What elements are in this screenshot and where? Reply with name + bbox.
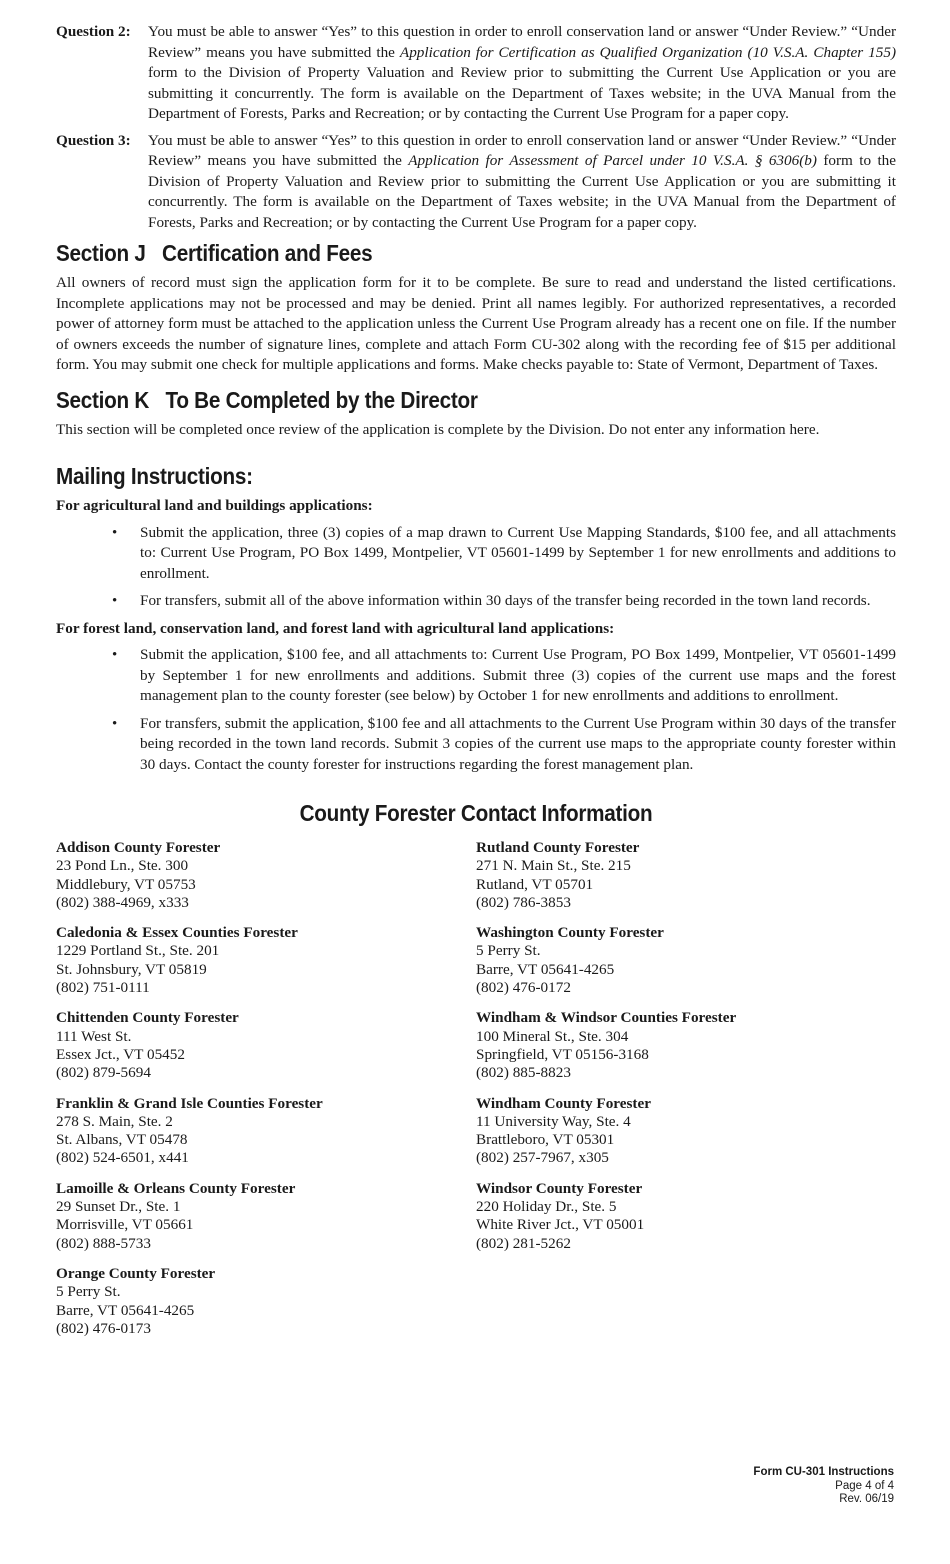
forest-subheading: For forest land, conservation land, and forest land with agricultural land applications: xyxy=(56,619,615,637)
forester-phone: (802) 388-4969, x333 xyxy=(56,893,189,911)
forester-name: Washington County Forester xyxy=(476,924,664,942)
forester-city: Morrisville, VT 05661 xyxy=(56,1216,194,1234)
forester-name: Chittenden County Forester xyxy=(56,1009,239,1027)
forester-name: Windsor County Forester xyxy=(476,1179,643,1197)
forester-street: 5 Perry St. xyxy=(56,1283,121,1301)
section-k-heading: Section K To Be Completed by the Director xyxy=(56,386,478,413)
forester-street: 111 West St. xyxy=(56,1027,132,1045)
question-text-part: You must be able to answer “Yes” to this question in order to enroll conservation land or answer “Under Review.” “Under Review” means you have submitted the xyxy=(148,131,896,169)
forester-contact xyxy=(56,1009,476,1082)
forester-contact xyxy=(476,1180,896,1253)
forester-phone: (802) 476-0172 xyxy=(476,979,571,997)
forester-city: St. Albans, VT 05478 xyxy=(56,1131,188,1149)
forester-street: 220 Holiday Dr., Ste. 5 xyxy=(476,1198,617,1216)
forester-contacts xyxy=(56,839,896,1350)
question-label: Question 2: xyxy=(56,23,131,40)
forester-contact xyxy=(56,924,476,997)
forester-name: Windham County Forester xyxy=(476,1094,651,1112)
forester-phone: (802) 257-7967, x305 xyxy=(476,1149,609,1167)
section-j-heading: Section J Certification and Fees xyxy=(56,240,373,266)
mailing-instructions-heading: Mailing Instructions: xyxy=(56,463,253,489)
agricultural-subheading: For agricultural land and buildings applications: xyxy=(56,497,373,514)
list-item-text: Submit the application, three (3) copies of a map drawn to Current Use Mapping Standards, $100 fee, and all attachments to: Current Use Program, PO Box 1499, Montpelier, VT 05601-1499 by September 1 for new enrollments and additions to enrollment. xyxy=(140,523,896,582)
forester-contact xyxy=(56,1265,476,1338)
forester-city: St. Johnsbury, VT 05819 xyxy=(56,960,207,978)
form-title-italic: Application for Certification as Qualified Organization (10 V.S.A. Chapter 155) xyxy=(399,43,896,61)
forester-name: Addison County Forester xyxy=(56,839,221,856)
bullet-icon: • xyxy=(112,715,118,732)
forester-city: Middlebury, VT 05753 xyxy=(56,875,196,893)
forester-contact xyxy=(56,1095,476,1168)
list-item-text: For transfers, submit all of the above information within 30 days of the transfer being recorded in the town land records. xyxy=(140,592,871,609)
list-item xyxy=(112,523,896,585)
forester-phone: (802) 879-5694 xyxy=(56,1064,151,1082)
list-item xyxy=(112,591,896,612)
forester-street: 1229 Portland St., Ste. 201 xyxy=(56,942,220,960)
question-label: Question 3: xyxy=(56,131,131,149)
forester-contact xyxy=(56,839,476,912)
forester-name: Franklin & Grand Isle Counties Forester xyxy=(56,1094,323,1112)
forester-phone: (802) 786-3853 xyxy=(476,893,571,911)
forester-city: Essex Jct., VT 05452 xyxy=(56,1045,185,1063)
forester-name: Rutland County Forester xyxy=(476,839,640,856)
forester-street: 23 Pond Ln., Ste. 300 xyxy=(56,857,189,875)
question-text-part: form to the Division of Property Valuation and Review prior to submitting the Current Use Application or you are submitting it concurrently. The form is available on the Department of Taxes website; in the UVA Manual from the Department of Forests, Parks and Recreation; or by contacting the Current Use Program for a paper copy. xyxy=(148,152,897,231)
document-page xyxy=(56,22,896,1350)
question-text xyxy=(148,22,896,125)
forester-street: 29 Sunset Dr., Ste. 1 xyxy=(56,1198,181,1216)
forester-street: 100 Mineral St., Ste. 304 xyxy=(476,1027,629,1045)
list-item-text: Submit the application, $100 fee, and all attachments to: Current Use Program, PO Box 1499, Montpelier, VT 05601-1499 by September 1 for new enrollments and additions. Submit three (3) copies of the current use maps and the forest management plan to the county forester (see below) by October 1 for new enrollments and additions to enrollment. xyxy=(140,646,896,704)
forester-city: Springfield, VT 05156-3168 xyxy=(476,1045,649,1063)
forester-column-left xyxy=(56,839,476,1350)
bullet-icon: • xyxy=(112,524,118,541)
forester-contact xyxy=(476,924,896,997)
forester-name: Orange County Forester xyxy=(56,1264,216,1282)
forester-contact xyxy=(56,1180,476,1253)
list-item-text: For transfers, submit the application, $100 fee and all attachments to the Current Use Program within 30 days of the transfer being recorded in the town land records. Submit 3 copies of the current use maps to the appropriate county forester within 30 days. Contact the county forester for instructions regarding the forest management plan. xyxy=(140,714,896,773)
question-text-part: You must be able to answer “Yes” to this question in order to enroll conservation land or answer “Under Review.” “Under Review” means you have submitted the xyxy=(148,23,896,61)
forester-street: 5 Perry St. xyxy=(476,942,541,960)
forester-contact xyxy=(476,839,896,912)
forester-street: 278 S. Main, Ste. 2 xyxy=(56,1112,173,1130)
forester-city: Barre, VT 05641-4265 xyxy=(56,1301,195,1319)
forest-bullet-list xyxy=(112,645,896,775)
list-item xyxy=(112,714,896,776)
footer-page-number: Page 4 of 4 xyxy=(835,1479,894,1492)
forester-phone: (802) 476-0173 xyxy=(56,1319,151,1337)
forester-city: Brattleboro, VT 05301 xyxy=(476,1131,615,1149)
question-2 xyxy=(56,22,896,125)
forester-phone: (802) 751-0111 xyxy=(56,979,150,997)
forester-phone: (802) 888-5733 xyxy=(56,1234,151,1252)
footer-form-name: Form CU-301 Instructions xyxy=(753,1466,894,1478)
list-item xyxy=(112,645,896,707)
forester-name: Caledonia & Essex Counties Forester xyxy=(56,924,298,942)
question-3 xyxy=(56,131,896,234)
footer-revision: Rev. 06/19 xyxy=(839,1493,894,1505)
section-j-body: All owners of record must sign the application form for it to be complete. Be sure to read and understand the listed certifications. Incomplete applications may not be processed and may be denied. Print all names legibly. For authorized representatives, a recorded power of attorney form must be attached to the application unless the Current Use Program already has a recent one on file. If the number of owners exceeds the number of signature lines, complete and attach Form CU-302 along with the recording fee of $15 per additional form. You may submit one check for multiple applications and forms. Make checks payable to: State of Vermont, Department of Taxes. xyxy=(56,274,896,373)
forester-phone: (802) 281-5262 xyxy=(476,1234,571,1252)
forester-street: 11 University Way, Ste. 4 xyxy=(476,1112,631,1130)
section-k-body: This section will be completed once review of the application is complete by the Division. Do not enter any information here. xyxy=(56,420,820,438)
bullet-icon: • xyxy=(112,647,118,663)
forester-city: Barre, VT 05641-4265 xyxy=(476,960,615,978)
forester-column-right xyxy=(476,839,896,1350)
question-text xyxy=(148,131,896,234)
page-footer xyxy=(753,1466,894,1507)
forester-phone: (802) 885-8823 xyxy=(476,1064,571,1082)
county-forester-heading: County Forester Contact Information xyxy=(299,800,653,826)
forester-name: Lamoille & Orleans County Forester xyxy=(56,1179,296,1197)
forester-city: White River Jct., VT 05001 xyxy=(476,1216,645,1234)
forester-city: Rutland, VT 05701 xyxy=(476,875,594,893)
bullet-icon: • xyxy=(112,593,118,609)
agricultural-bullet-list xyxy=(112,523,896,612)
forester-contact xyxy=(476,1095,896,1168)
form-title-italic: Application for Assessment of Parcel under 10 V.S.A. § 6306(b) xyxy=(408,152,817,169)
forester-contact xyxy=(476,1009,896,1082)
forester-name: Windham & Windsor Counties Forester xyxy=(476,1009,737,1027)
forester-street: 271 N. Main St., Ste. 215 xyxy=(476,857,631,875)
question-text-part: form to the Division of Property Valuation and Review prior to submitting the Current Use Application or you are submitting it concurrently. The form is available on the Department of Taxes website; in the UVA Manual from the Department of Forests, Parks and Recreation; or by contacting the Current Use Program for a paper copy. xyxy=(148,64,896,122)
forester-phone: (802) 524-6501, x441 xyxy=(56,1149,189,1167)
